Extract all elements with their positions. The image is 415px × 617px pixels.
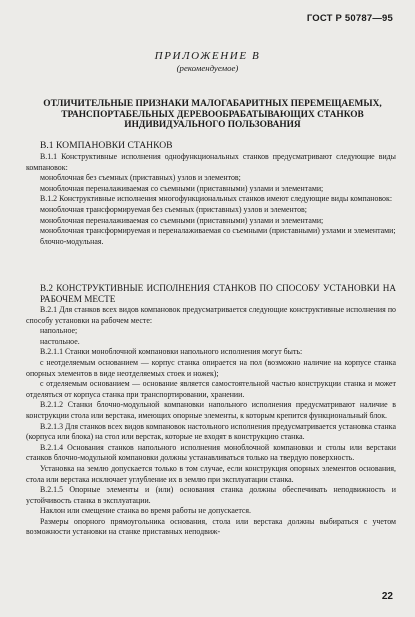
paragraph: Наклон или смещение станка во время работы не допускается.: [40, 506, 252, 516]
paragraph: В.2.1 Для станков всех видов компановок предусматривается следующие конструктивные исполнения по способу установки на рабочем месте:: [26, 305, 396, 325]
paragraph: с отделяемым основанием — основание является самостоятельной частью конструкции станка и может отделяться от корпуса станка при транспортировании, хранении.: [26, 379, 396, 399]
paragraph: моноблочная переналаживаемая со съемными (приставными) узлами и элементами;: [40, 215, 324, 225]
paragraph: В.2.1.4 Основания станков напольного исполнения моноблочной компановки и столы или верстаки станков блочно-модульной компановки должны устанавливаться только на твердую поверхность.: [26, 442, 396, 463]
main-title: ОТЛИЧИТЕЛЬНЫЕ ПРИЗНАКИ МАЛОГАБАРИТНЫХ ПЕРЕМЕЩАЕМЫХ, ТРАНСПОРТАБЕЛЬНЫХ ДЕРЕВООБРАБАТЫВАЮЩИХ СТАНКОВ ИНДИВИДУАЛЬНОГО ПОЛЬЗОВАНИЯ: [43, 99, 382, 130]
paragraph: В.2.1.3 Для станков всех видов компановок настольного исполнения предусматривается установка станка (корпуса или блока) на стол или верстак, которые не входят в конструкцию станка.: [26, 421, 396, 442]
standard-code: ГОСТ Р 50787—95: [306, 13, 393, 24]
section-b2-heading: В.2 КОНСТРУКТИВНЫЕ ИСПОЛНЕНИЯ СТАНКОВ ПО СПОСОБУ УСТАНОВКИ НА РАБОЧЕМ МЕСТЕ: [40, 283, 396, 304]
paragraph: В.1.2 Конструктивные исполнения многофункциональных станков имеют следующие виды компановок:: [40, 194, 393, 204]
paragraph: В.1.1 Конструктивные исполнения однофункциональных станков предусматривают следующие виды компановок:: [26, 152, 396, 172]
section-b1-heading: В.1 КОМПАНОВКИ СТАНКОВ: [40, 140, 173, 151]
paragraph: моноблочная без съемных (приставных) узлов и элементов;: [40, 173, 241, 183]
paragraph: В.2.1.1 Станки моноблочной компановки напольного исполнения могут быть:: [40, 347, 303, 357]
paragraph: В.2.1.5 Опорные элементы и (или) основания станка должны обеспечивать неподвижность и устойчивость станка в эксплуатации.: [26, 485, 396, 505]
page-number: 22: [381, 591, 393, 602]
paragraph: В.2.1.2 Станки блочно-модульной компановки напольного исполнения предусматривают наличие в конструкции стола или верстака, имеющих опорные элементы, к которым крепится функциональный блок.: [26, 400, 396, 420]
appendix-subtitle: (рекомендуемое): [176, 63, 239, 73]
paragraph: с неотделяемым основанием — корпус станка опирается на пол (возможно наличие на корпусе станка опорных элементов в виде неотделяемых стоек и ножек);: [26, 357, 396, 378]
section-b2: [26, 283, 396, 538]
paragraph: напольное;: [40, 326, 78, 336]
paragraph: моноблочная трансформируемая без съемных (приставных) узлов и элементов;: [40, 204, 307, 214]
appendix-title: ПРИЛОЖЕНИЕ В: [154, 50, 261, 62]
paragraph: Установка на землю допускается только в том случае, если конструкция опорных элементов основания, стола или верстака исключает углубление их в землю при эксплуатации станка.: [26, 463, 396, 484]
paragraph: блочно-модульная.: [40, 236, 104, 246]
paragraph: настольное.: [40, 336, 80, 346]
paragraph: моноблочная переналаживаемая со съемными (приставными) узлами и элементами;: [40, 183, 324, 193]
paragraph: моноблочная трансформируемая и переналаживаемая со съемными (приставными) узлами и элементами;: [40, 226, 396, 236]
section-b1: [26, 140, 396, 247]
paragraph: Размеры опорного прямоугольника основания, стола или верстака должны выбираться с учетом возможности установки на станке приставных неподвиж-: [26, 516, 396, 537]
